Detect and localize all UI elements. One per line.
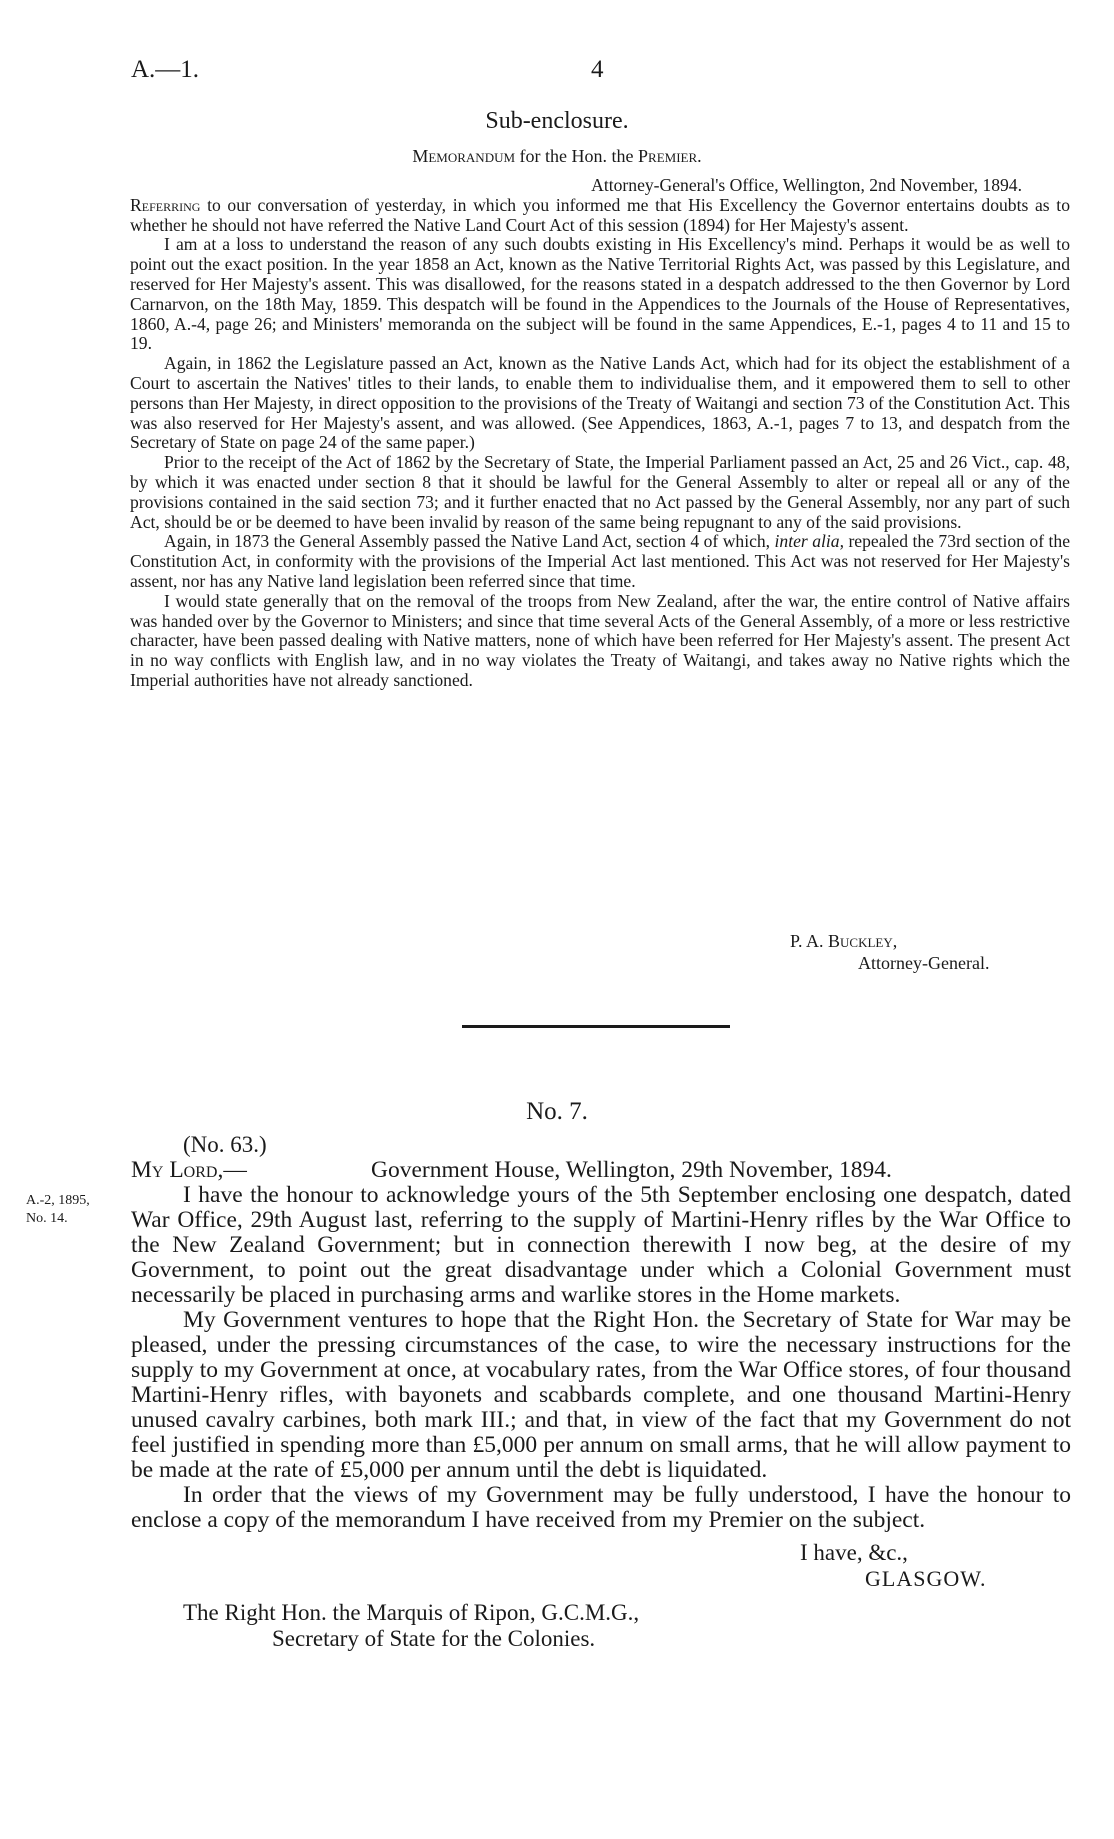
section-divider [462,1025,730,1028]
no7-title: No. 7. [526,1098,588,1125]
despatch-signature: GLASGOW. [865,1566,987,1591]
page-number: 4 [591,56,604,83]
memo-heading-text: for the Hon. the [515,146,639,166]
despatch-dateline: Government House, Wellington, 29th November, 1894. [371,1157,892,1183]
memo-body [130,176,1070,691]
memo-paragraph-text: to our conversation of yesterday, in which you informed me that His Excellency the Governor entertains doubts as to whether he should not have referred the Native Land Court Act of this session (1894) for Her Majesty's assent. [130,194,1070,235]
despatch-salutation-line [131,1158,1071,1183]
document-reference: A.—1. [131,56,200,83]
memo-heading [0,146,1114,167]
memo-signature-title: Attorney-General. [858,953,990,973]
margin-reference [26,1192,90,1228]
salutation: My Lord,— [131,1157,247,1183]
memo-paragraph: I am at a loss to understand the reason of any such doubts existing in His Excellency's mind. Perhaps it would be as well to point out the exact position. In the year 1858 an Act, known as the Native Territorial Rights Act, was passed by this Legislature, and reserved for Her Majesty's assent. This was disallowed, for the reasons stated in a despatch addressed to the then Governor by Lord Carnarvon, on the 18th May, 1859. This despatch will be found in the Appendices to the Journals of the House of Representatives, 1860, A.-4, page 26; and Ministers' memoranda on the subject will be found in the same Appendices, E.-1, pages 4 to 11 and 15 to 19. [130,234,1070,354]
despatch-closing: I have, &c., [800,1540,908,1565]
despatch-paragraph: I have the honour to acknowledge yours of the 5th September enclosing one despatch, dated War Office, 29th August last, referring to the supply of Martini-Henry rifles by the War Office to the New Zealand Government; but in connection therewith I now beg, at the desire of my Government, to point out the great disadvantage under which a Colonial Government must necessarily be placed in purchasing arms and warlike stores in the Home markets. [131,1182,1071,1308]
addressee-line: The Right Hon. the Marquis of Ripon, G.C.M.G., [183,1600,640,1625]
memo-premier: Premier. [638,146,702,166]
memo-paragraph: Prior to the receipt of the Act of 1862 by the Secretary of State, the Imperial Parliament passed an Act, 25 and 26 Vict., cap. 48, by which it was enacted under section 8 that it should be lawful for the General Assembly to alter or repeal all or any of the provisions contained in the said section 73; and it further enacted that no Act passed by the General Assembly, nor any part of such Act, should be or be deemed to have been invalid by reason of the same being repugnant to any of the said provisions. [130,452,1070,532]
memo-dateline: Attorney-General's Office, Wellington, 2nd November, 1894. [591,175,1022,195]
memo-paragraph-text: Again, in 1873 the General Assembly passed the Native Land Act, section 4 of which, [164,531,775,552]
memo-paragraph [130,196,1070,236]
addressee-line: Secretary of State for the Colonies. [272,1626,596,1651]
despatch-paragraph: My Government ventures to hope that the Right Hon. the Secretary of State for War may be pleased, under the pressing circumstances of the case, to wire the necessary instructions for the supply to my Government at once, at vocabulary rates, from the War Office stores, of four thousand Martini-Henry rifles, with bayonets and scabbards complete, and one thousand Martini-Henry unused cavalry carbines, both mark III.; and that, in view of the fact that my Government do not feel justified in spending more than £5,000 per annum on small arms, that he will allow payment to be made at the rate of £5,000 per annum until the debt is liquidated. [131,1307,1071,1483]
memo-paragraph: I would state generally that on the removal of the troops from New Zealand, after the war, the entire control of Native affairs was handed over by the Governor to Ministers; and since that time several Acts of the General Assembly, of a more or less restrictive character, have been passed dealing with Native matters, none of which have been referred for Her Majesty's assent. The present Act in no way conflicts with English law, and in no way violates the Treaty of Waitangi, and takes away no Native rights which the Imperial authorities have not already sanctioned. [130,590,1070,690]
memo-lead-word: Referring [130,194,201,215]
margin-reference-line: No. 14. [26,1211,68,1226]
memo-paragraph-text: repealed the 73rd section of the Constitution Act, in conformity with the provisions of the Imperial Act last mentioned. This Act was not reserved for Her Majesty's assent, nor has any Native land legislation been referred since that time. [130,531,1070,591]
memo-label: Memorandum [412,146,516,166]
despatch-number: (No. 63.) [183,1132,267,1157]
despatch-paragraph: In order that the views of my Government may be fully understood, I have the honour to enclose a copy of the memorandum I have received from my Premier on the subject. [131,1482,1071,1533]
memo-paragraph: Again, in 1862 the Legislature passed an Act, known as the Native Lands Act, which had for its object the establishment of a Court to ascertain the Natives' titles to their lands, to enable them to individualise them, and it empowered them to sell to other persons than Her Majesty, in direct opposition to the provisions of the Treaty of Waitangi and section 73 of the Constitution Act. This was also reserved for Her Majesty's assent, and was allowed. (See Appendices, 1863, A.-1, pages 7 to 13, and despatch from the Secretary of State on page 24 of the same paper.) [130,353,1070,453]
sub-enclosure-title: Sub-enclosure. [485,108,629,134]
memo-italic-text: inter alia, [774,531,844,552]
margin-reference-line: A.-2, 1895, [26,1193,90,1208]
despatch-body [131,1158,1071,1533]
memo-signature-name: P. A. Buckley, [790,931,898,951]
memo-paragraph [130,532,1070,591]
